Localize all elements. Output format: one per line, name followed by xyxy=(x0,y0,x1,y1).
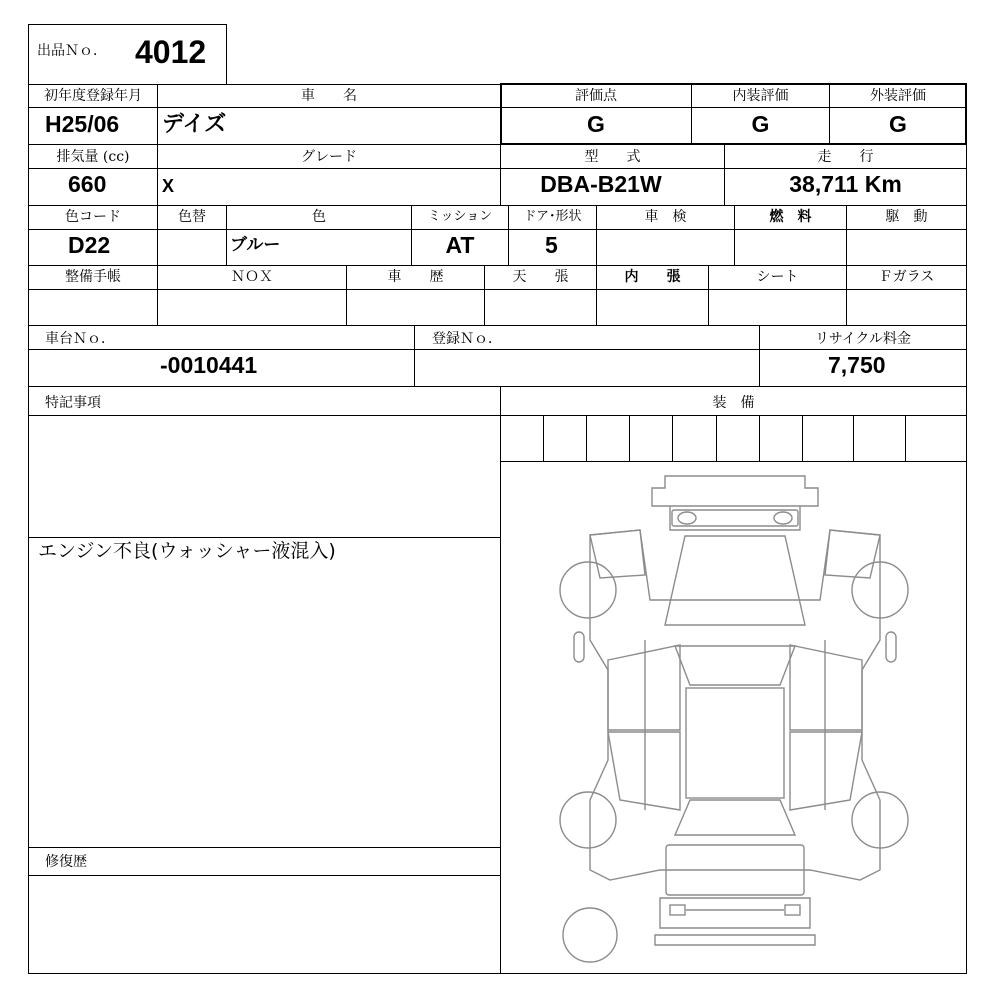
recycle-fee-value: 7,750 xyxy=(828,352,886,378)
front-left-wheel xyxy=(560,562,616,618)
left-front-fender xyxy=(590,530,645,578)
registration-year-label: 初年度登録年月 xyxy=(44,88,142,104)
transmission-label: ミッション xyxy=(427,209,493,224)
vehicle-history-label: 車 歴 xyxy=(387,269,444,285)
recycle-fee-label: リサイクル料金 xyxy=(814,331,912,347)
color-code-value: D22 xyxy=(68,232,111,258)
inspection-label: 車 検 xyxy=(644,209,687,225)
door-shape-label: ドア･形状 xyxy=(523,209,582,224)
nox-label: ＮＯＸ xyxy=(231,269,273,285)
registration-year-value: H25/06 xyxy=(45,111,120,137)
spare-wheel xyxy=(563,908,617,962)
rear-bumper xyxy=(660,898,810,928)
car-name-label: 車 名 xyxy=(301,88,357,104)
rear-right-lamp xyxy=(785,905,800,915)
body-outline xyxy=(590,530,880,880)
right-rear-door xyxy=(790,732,862,810)
chassis-number-label: 車台Ｎｏ． xyxy=(45,331,115,347)
windshield xyxy=(675,646,795,685)
front-glass-label: Ｆガラス xyxy=(878,269,935,285)
exterior-rating-value: G xyxy=(889,111,907,137)
color-change-label: 色替 xyxy=(178,209,206,225)
rear-left-wheel xyxy=(560,792,616,848)
front-left-emblem xyxy=(678,512,696,524)
mileage-label: 走 行 xyxy=(817,149,874,165)
special-notes-text: エンジン不良(ウォッシャー液混入) xyxy=(38,540,336,562)
interior-rating-label: 内装評価 xyxy=(732,88,789,104)
chassis-number-value: -0010441 xyxy=(160,352,258,378)
vehicle-damage-diagram xyxy=(502,462,966,973)
left-mirror xyxy=(574,632,584,662)
registration-number-label: 登録Ｎｏ． xyxy=(432,331,502,347)
repair-history-label: 修復歴 xyxy=(45,854,87,870)
equipment-label: 装 備 xyxy=(712,395,755,411)
roof xyxy=(686,688,784,798)
score-label: 評価点 xyxy=(575,88,617,104)
rear-window xyxy=(675,800,795,835)
roof-lining-label: 天 張 xyxy=(512,269,569,285)
left-front-door xyxy=(608,645,680,730)
model-label: 型 式 xyxy=(584,149,641,165)
rear-left-lamp xyxy=(670,905,685,915)
drive-label: 駆 動 xyxy=(885,209,928,225)
color-label: 色 xyxy=(312,209,326,225)
transmission-value: AT xyxy=(445,232,475,258)
service-record-label: 整備手帳 xyxy=(65,269,121,285)
seat-label: シート xyxy=(756,269,799,285)
color-code-label: 色コード xyxy=(65,209,121,225)
lot-number-label: 出品Ｎｏ． xyxy=(37,43,107,59)
special-notes-label: 特記事項 xyxy=(45,395,101,411)
color-value: ブルー xyxy=(230,235,281,254)
car-name-value: デイズ xyxy=(162,111,227,136)
exterior-rating-label: 外装評価 xyxy=(870,88,926,104)
interior-rating-value: G xyxy=(751,111,770,137)
front-bumper xyxy=(652,476,818,506)
displacement-label: 排気量 (cc) xyxy=(56,149,130,165)
lot-number-value: 4012 xyxy=(135,34,207,70)
fuel-label: 燃 料 xyxy=(769,209,812,225)
grade-label: グレード xyxy=(301,149,357,165)
model-value: DBA-B21W xyxy=(540,171,662,197)
interior-trim-label: 内 張 xyxy=(624,269,681,285)
grade-value: X xyxy=(162,176,175,196)
right-mirror xyxy=(886,632,896,662)
front-right-emblem xyxy=(774,512,792,524)
right-front-fender xyxy=(825,530,880,578)
left-rear-door xyxy=(608,732,680,810)
score-value: G xyxy=(587,111,605,137)
mileage-value: 38,711 Km xyxy=(789,171,902,197)
right-front-door xyxy=(790,645,862,730)
hood xyxy=(665,536,805,625)
displacement-value: 660 xyxy=(68,171,107,197)
door-shape-value: 5 xyxy=(545,232,558,258)
rear-skirt xyxy=(655,935,815,945)
